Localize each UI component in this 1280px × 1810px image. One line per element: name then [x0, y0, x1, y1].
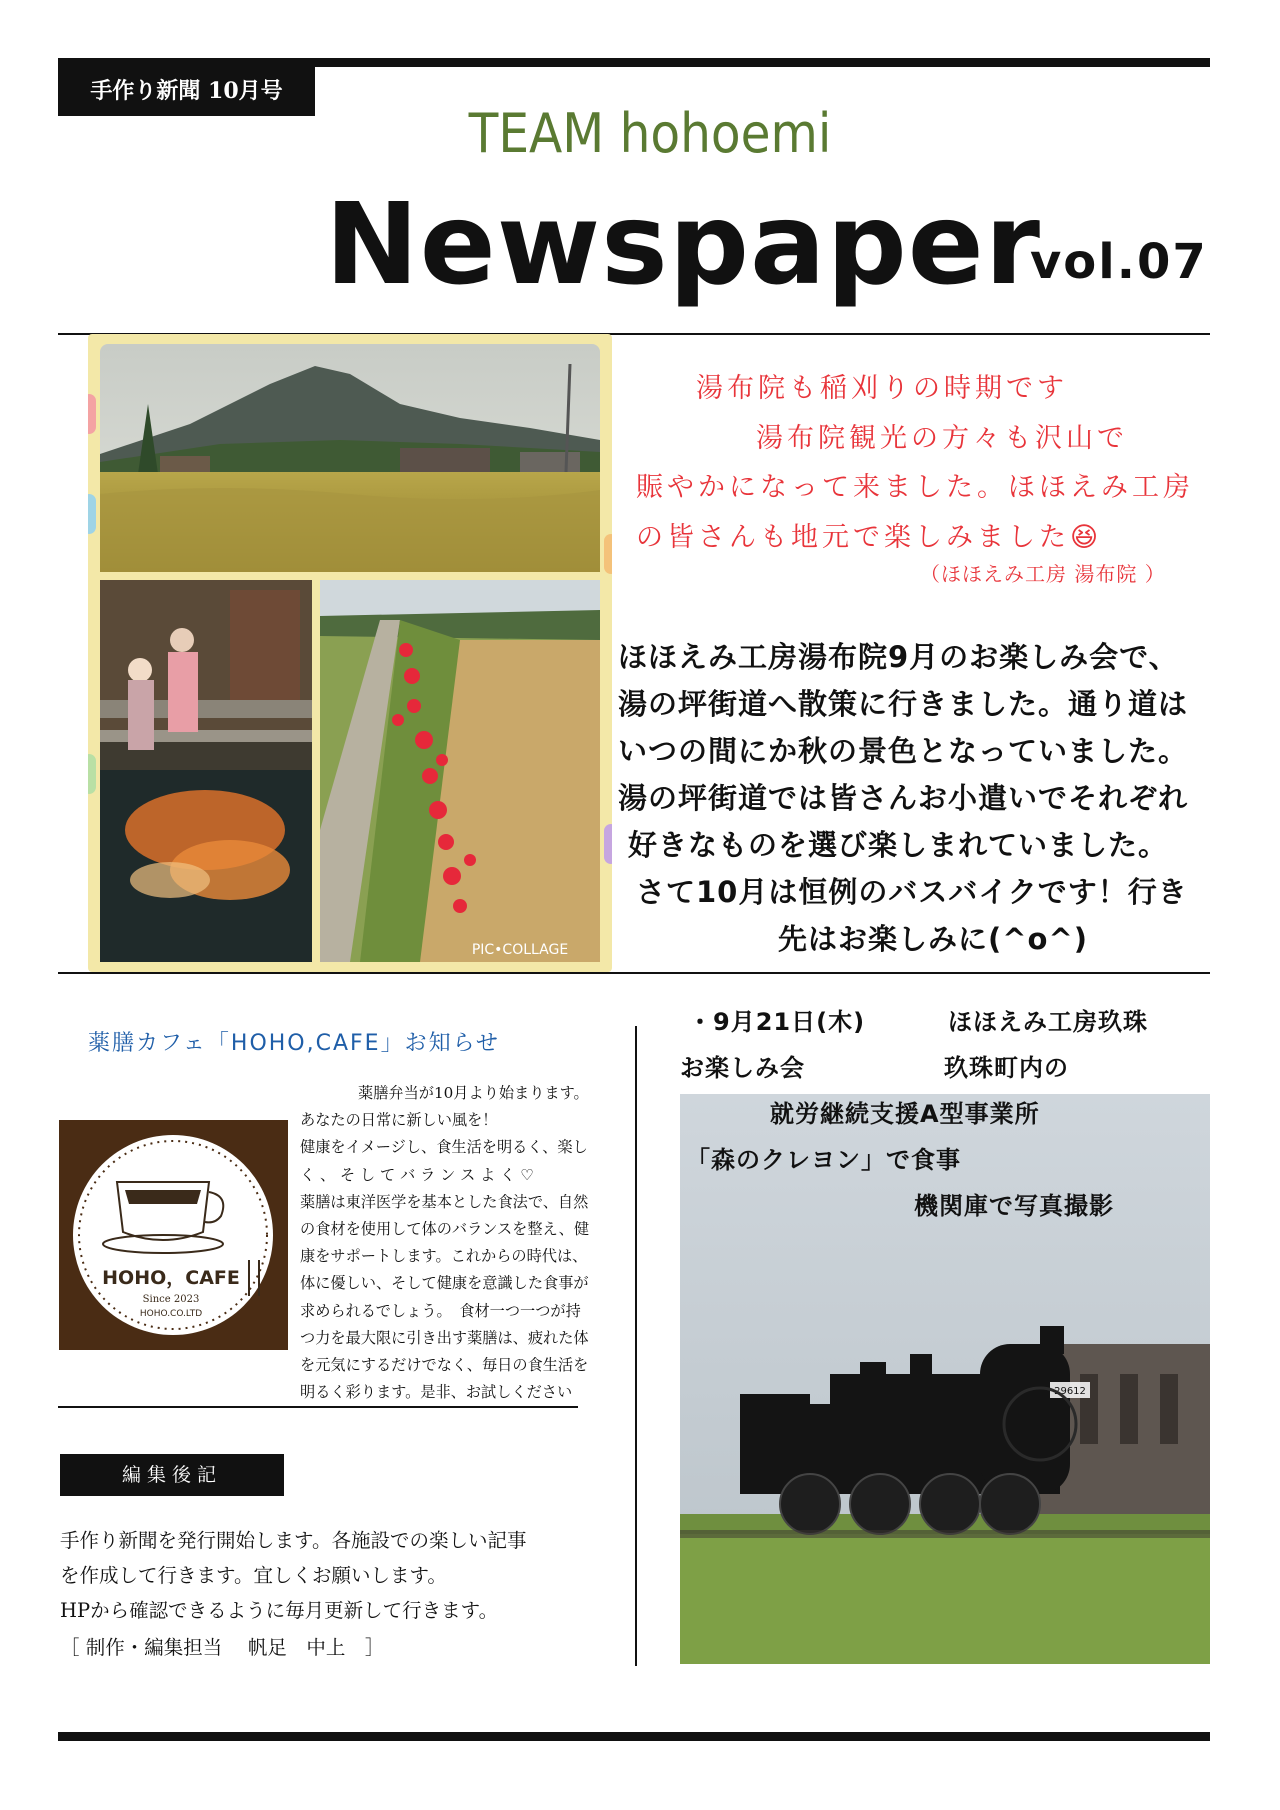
- editor-note-line: 手作り新聞を発行開始します。各施設での楽しい記事: [60, 1529, 527, 1552]
- article-line: 好きなものを選び楽しまれていました。: [628, 828, 1169, 862]
- cafe-body-line: 体に優しい、そして健康を意識した食事が: [300, 1274, 589, 1293]
- cafe-logo-name: HOHO，CAFE: [102, 1267, 240, 1289]
- cafe-body-line: の食材を使用して体のバランスを整え、健: [300, 1220, 590, 1239]
- volume-number: vol.07: [1030, 234, 1208, 290]
- team-name: TEAM hohoemi: [468, 102, 832, 165]
- kusu-facility: ほほえみ工房玖珠: [948, 1008, 1148, 1036]
- kusu-line4: 「森のクレヨン」で食事: [686, 1146, 961, 1174]
- locomotive-photo: [680, 1094, 1210, 1664]
- bottom-rule: [58, 1732, 1210, 1741]
- kusu-date: ・9月21日(木): [688, 1008, 866, 1036]
- article-line: いつの間にか秋の景色となっていました。: [618, 734, 1189, 768]
- article-line: ほほえみ工房湯布院9月のお楽しみ会で、: [618, 640, 1179, 674]
- article-line: さて10月は恒例のバスバイクです！行き: [636, 875, 1188, 909]
- cafe-body-line: く 、 そ し て バ ラ ン ス よ く ♡: [300, 1165, 534, 1184]
- cafe-body-line: 求められるでしょう。 食材一つ一つが持: [300, 1301, 581, 1320]
- cafe-logo-company: HOHO.CO.LTD: [139, 1309, 203, 1319]
- decor-dot: [88, 754, 96, 794]
- photo-collage: [88, 334, 612, 972]
- cafe-body: [300, 1080, 605, 1406]
- cafe-body-line: 康をサポートします。これからの時代は、: [300, 1247, 588, 1266]
- kusu-line5: 機関庫で写真撮影: [914, 1192, 1114, 1220]
- rice-field-photo: [100, 344, 600, 572]
- editor-note-heading: 編集後記: [60, 1454, 284, 1496]
- section-rule: [58, 972, 1210, 974]
- kusu-line3: 就労継続支援A型事業所: [770, 1100, 1040, 1128]
- cafe-bottom-rule: [58, 1406, 578, 1408]
- cafe-logo: [59, 1120, 288, 1350]
- cafe-body-line: 健康をイメージし、食生活を明るく、楽し: [300, 1138, 588, 1157]
- locomotive-number: 29612: [1054, 1386, 1086, 1397]
- koi-pond-photo: [100, 580, 312, 962]
- decor-dot: [88, 494, 96, 534]
- cafe-body-line: 薬膳弁当が10月より始まります。: [358, 1084, 589, 1102]
- article-line: 湯の坪街道へ散策に行きました。通り道は: [618, 687, 1189, 721]
- intro-line: の皆さんも地元で楽しみました😆: [636, 522, 1103, 553]
- editor-note-line: HPから確認できるように毎月更新して行きます。: [60, 1599, 499, 1622]
- cafe-body-line: 薬膳は東洋医学を基本とした食法で、自然: [300, 1192, 589, 1211]
- issue-label: 手作り新聞 10月号: [58, 66, 315, 116]
- cafe-body-line: あなたの日常に新しい風を！: [300, 1111, 498, 1130]
- article-line: 先はお楽しみに(^o^): [778, 922, 1089, 956]
- masthead-title: Newspaper: [325, 180, 1041, 310]
- article-line: 湯の坪街道では皆さんお小遣いでそれぞれ: [618, 781, 1189, 815]
- cafe-logo-since: Since 2023: [142, 1294, 200, 1305]
- decor-dot: [88, 394, 96, 434]
- kusu-location: 玖珠町内の: [944, 1054, 1069, 1082]
- collage-watermark: PIC•COLLAGE: [471, 942, 569, 958]
- intro-line: 賑やかになって来ました。ほほえみ工房: [636, 472, 1194, 503]
- cafe-body-line: 明るく彩ります。是非、お試しください: [300, 1383, 573, 1402]
- editor-note-line: ［ 制作・編集担当 帆足 中上 ］: [60, 1636, 385, 1659]
- cafe-logo-graphic: [59, 1120, 288, 1350]
- intro-line: 湯布院観光の方々も沢山で: [756, 423, 1128, 454]
- intro-line: 湯布院も稲刈りの時期です: [696, 373, 1068, 404]
- cafe-body-line: つ力を最大限に引き出す薬膳は、疲れた体: [300, 1328, 589, 1347]
- kusu-event: お楽しみ会: [680, 1054, 805, 1082]
- flower-path-photo: [320, 580, 600, 962]
- column-divider: [635, 1026, 637, 1666]
- decor-dot: [604, 824, 612, 864]
- decor-dot: [604, 534, 612, 574]
- intro-credit: （ほほえみ工房 湯布院 ）: [920, 562, 1166, 586]
- editor-note-line: を作成して行きます。宜しくお願いします。: [60, 1564, 447, 1587]
- cafe-body-line: を元気にするだけでなく、毎日の食生活を: [300, 1356, 589, 1375]
- cafe-title: 薬膳カフェ「HOHO,CAFE」お知らせ: [88, 1031, 500, 1056]
- locomotive-graphic: [680, 1094, 1210, 1664]
